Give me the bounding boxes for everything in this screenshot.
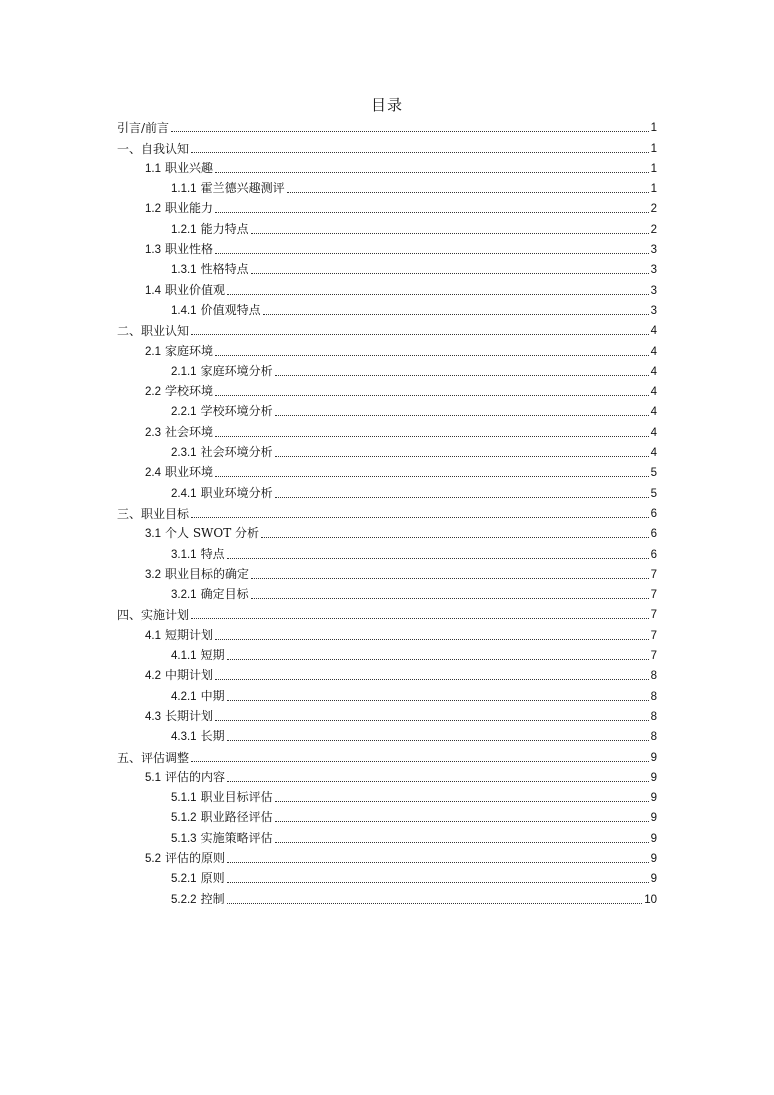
toc-entry[interactable] bbox=[117, 582, 657, 602]
dot-leader bbox=[251, 273, 649, 274]
toc-entry-text: 五、评估调整 bbox=[117, 750, 190, 765]
toc-entry-label bbox=[171, 810, 273, 825]
toc-entry-text: 短期 bbox=[200, 648, 225, 663]
toc-entry[interactable] bbox=[117, 135, 657, 155]
toc-entry-text: 中期计划 bbox=[165, 668, 214, 683]
dot-leader bbox=[215, 639, 649, 640]
toc-entry-number: 1.3 bbox=[145, 244, 161, 257]
toc-entry-number: 5.2.1 bbox=[171, 873, 197, 886]
toc-entry[interactable] bbox=[117, 805, 657, 825]
dot-leader bbox=[191, 517, 649, 518]
toc-entry[interactable] bbox=[117, 724, 657, 744]
toc-entry-number: 3.1.1 bbox=[171, 548, 197, 561]
toc-entry-text: 特点 bbox=[200, 546, 225, 561]
toc-entry[interactable] bbox=[117, 115, 657, 135]
dot-leader bbox=[215, 395, 649, 396]
toc-entry-page-number: 10 bbox=[644, 893, 657, 906]
toc-entry-text: 职业兴趣 bbox=[165, 160, 214, 175]
dot-leader bbox=[227, 294, 649, 295]
toc-entry-label bbox=[145, 526, 259, 541]
toc-entry-text: 二、职业认知 bbox=[117, 324, 190, 339]
dot-leader bbox=[191, 618, 649, 619]
toc-entry[interactable] bbox=[117, 257, 657, 277]
toc-entry-label bbox=[171, 831, 273, 846]
toc-entry-page-number: 9 bbox=[650, 852, 657, 865]
dot-leader bbox=[275, 801, 649, 802]
toc-entry-text: 性格特点 bbox=[200, 262, 249, 277]
toc-entry-label bbox=[145, 465, 213, 480]
dot-leader bbox=[227, 700, 649, 701]
dot-leader bbox=[191, 761, 649, 762]
toc-entry-text: 家庭环境分析 bbox=[200, 363, 273, 378]
toc-entry-text: 实施策略评估 bbox=[200, 830, 273, 845]
toc-entry-page-number: 5 bbox=[650, 467, 657, 480]
dot-leader bbox=[215, 355, 649, 356]
toc-entry-number: 1.1.1 bbox=[171, 183, 197, 196]
toc-entry-text: 霍兰德兴趣测评 bbox=[200, 181, 285, 196]
toc-entry-label bbox=[117, 608, 189, 622]
toc-entry-page-number: 9 bbox=[650, 812, 657, 825]
toc-entry-label bbox=[145, 770, 225, 785]
dot-leader bbox=[215, 679, 649, 680]
toc-entry-page-number: 4 bbox=[650, 386, 657, 399]
toc-entry[interactable] bbox=[117, 176, 657, 196]
toc-entry-text: 评估的内容 bbox=[165, 769, 226, 784]
toc-entry[interactable] bbox=[117, 460, 657, 480]
toc-entry-number: 1.1 bbox=[145, 162, 161, 175]
toc-entry-number: 2.4 bbox=[145, 467, 161, 480]
dot-leader bbox=[275, 415, 649, 416]
toc-entry-page-number: 9 bbox=[650, 751, 657, 764]
toc-entry-page-number: 2 bbox=[650, 203, 657, 216]
toc-entry[interactable] bbox=[117, 622, 657, 642]
toc-entry-page-number: 4 bbox=[650, 406, 657, 419]
toc-entry-number: 2.2 bbox=[145, 386, 161, 399]
toc-entry-label bbox=[145, 344, 213, 359]
toc-entry-label bbox=[171, 729, 225, 744]
table-of-contents bbox=[117, 115, 657, 907]
toc-entry-page-number: 7 bbox=[650, 629, 657, 642]
toc-entry-number: 5.2 bbox=[145, 852, 161, 865]
dot-leader bbox=[275, 456, 649, 457]
toc-entry-text: 评估的原则 bbox=[165, 850, 226, 865]
toc-entry-page-number: 4 bbox=[650, 426, 657, 439]
toc-entry-page-number: 1 bbox=[650, 142, 657, 155]
toc-entry[interactable] bbox=[117, 602, 657, 622]
toc-entry-text: 价值观特点 bbox=[200, 302, 261, 317]
toc-entry-label bbox=[171, 181, 285, 196]
toc-entry-label bbox=[145, 709, 213, 724]
toc-entry-text: 社会环境分析 bbox=[200, 445, 273, 460]
toc-entry-page-number: 7 bbox=[650, 568, 657, 581]
toc-entry-number: 1.3.1 bbox=[171, 264, 197, 277]
toc-entry-number: 5.1.2 bbox=[171, 812, 197, 825]
toc-entry-label bbox=[171, 871, 225, 886]
toc-entry[interactable] bbox=[117, 399, 657, 419]
toc-entry-text: 长期计划 bbox=[165, 708, 214, 723]
toc-entry-page-number: 6 bbox=[650, 528, 657, 541]
toc-entry-text: 职业环境 bbox=[165, 465, 214, 480]
toc-entry-page-number: 1 bbox=[650, 122, 657, 135]
toc-entry-text: 短期计划 bbox=[165, 627, 214, 642]
toc-entry-text: 社会环境 bbox=[165, 424, 214, 439]
toc-entry-page-number: 4 bbox=[650, 447, 657, 460]
toc-entry[interactable] bbox=[117, 379, 657, 399]
toc-entry-text: 控制 bbox=[200, 891, 225, 906]
toc-entry-text: 职业能力 bbox=[165, 201, 214, 216]
dot-leader bbox=[227, 862, 649, 863]
dot-leader bbox=[287, 192, 649, 193]
toc-entry-label bbox=[171, 547, 225, 562]
toc-entry[interactable] bbox=[117, 156, 657, 176]
toc-entry-number: 4.2 bbox=[145, 670, 161, 683]
toc-entry[interactable] bbox=[117, 704, 657, 724]
toc-entry-label bbox=[145, 201, 213, 216]
dot-leader bbox=[215, 212, 649, 213]
toc-entry-number: 4.3.1 bbox=[171, 731, 197, 744]
dot-leader bbox=[171, 131, 649, 132]
toc-entry-number: 5.1.3 bbox=[171, 832, 197, 845]
toc-entry-label bbox=[145, 668, 213, 683]
toc-entry[interactable] bbox=[117, 298, 657, 318]
toc-entry-page-number: 9 bbox=[650, 873, 657, 886]
toc-entry-page-number: 8 bbox=[650, 710, 657, 723]
toc-entry-text: 确定目标 bbox=[200, 587, 249, 602]
toc-entry[interactable] bbox=[117, 359, 657, 379]
toc-entry[interactable] bbox=[117, 785, 657, 805]
toc-entry-label bbox=[145, 851, 225, 866]
toc-entry-label bbox=[171, 404, 273, 419]
dot-leader bbox=[227, 558, 649, 559]
toc-entry-number: 1.2.1 bbox=[171, 223, 197, 236]
toc-entry[interactable] bbox=[117, 216, 657, 236]
toc-entry-number: 4.2.1 bbox=[171, 690, 197, 703]
toc-entry-number: 2.4.1 bbox=[171, 487, 197, 500]
dot-leader bbox=[275, 821, 649, 822]
toc-entry-text: 一、自我认知 bbox=[117, 141, 190, 156]
toc-entry-text: 四、实施计划 bbox=[117, 608, 190, 623]
toc-entry-label bbox=[117, 142, 189, 156]
dot-leader bbox=[251, 233, 649, 234]
toc-entry-number: 1.4.1 bbox=[171, 304, 197, 317]
dot-leader bbox=[215, 436, 649, 437]
toc-entry-page-number: 6 bbox=[650, 507, 657, 520]
toc-entry-label bbox=[171, 892, 225, 907]
dot-leader bbox=[227, 781, 649, 782]
toc-entry[interactable] bbox=[117, 825, 657, 845]
toc-entry-number: 5.1 bbox=[145, 771, 161, 784]
toc-entry-label bbox=[171, 364, 273, 379]
toc-entry-page-number: 4 bbox=[650, 325, 657, 338]
toc-entry-number: 2.1.1 bbox=[171, 365, 197, 378]
toc-entry-page-number: 7 bbox=[650, 609, 657, 622]
toc-entry[interactable] bbox=[117, 318, 657, 338]
toc-entry-number: 1.2 bbox=[145, 203, 161, 216]
toc-entry[interactable] bbox=[117, 419, 657, 439]
toc-entry[interactable] bbox=[117, 744, 657, 764]
toc-entry-label bbox=[171, 689, 225, 704]
dot-leader bbox=[275, 375, 649, 376]
dot-leader bbox=[191, 152, 649, 153]
toc-entry[interactable] bbox=[117, 480, 657, 500]
toc-entry-text: 学校环境 bbox=[165, 384, 214, 399]
toc-entry-label bbox=[171, 303, 261, 318]
toc-entry-page-number: 8 bbox=[650, 670, 657, 683]
toc-entry-label bbox=[117, 751, 189, 765]
toc-entry-text: 中期 bbox=[200, 688, 225, 703]
toc-entry-page-number: 9 bbox=[650, 771, 657, 784]
toc-entry-label bbox=[145, 161, 213, 176]
toc-entry-text: 引言/前言 bbox=[117, 121, 170, 136]
toc-entry-label bbox=[171, 445, 273, 460]
toc-entry[interactable] bbox=[117, 196, 657, 216]
toc-entry-number: 2.2.1 bbox=[171, 406, 197, 419]
toc-entry-page-number: 7 bbox=[650, 589, 657, 602]
toc-entry-text: 职业目标评估 bbox=[200, 790, 273, 805]
toc-entry-label bbox=[171, 222, 249, 237]
toc-entry-number: 4.3 bbox=[145, 710, 161, 723]
toc-entry-label bbox=[171, 648, 225, 663]
toc-entry-text: 长期 bbox=[200, 729, 225, 744]
toc-entry-number: 2.3 bbox=[145, 426, 161, 439]
dot-leader bbox=[215, 476, 649, 477]
toc-entry-text: 职业目标的确定 bbox=[165, 566, 250, 581]
toc-entry[interactable] bbox=[117, 277, 657, 297]
toc-entry-page-number: 7 bbox=[650, 650, 657, 663]
dot-leader bbox=[215, 172, 649, 173]
dot-leader bbox=[251, 598, 649, 599]
toc-entry-number: 5.1.1 bbox=[171, 792, 197, 805]
toc-entry-number: 3.2.1 bbox=[171, 589, 197, 602]
toc-entry-label bbox=[145, 283, 225, 298]
dot-leader bbox=[227, 659, 649, 660]
toc-entry-page-number: 9 bbox=[650, 832, 657, 845]
toc-entry-text: 家庭环境 bbox=[165, 343, 214, 358]
toc-entry-text: 职业价值观 bbox=[165, 282, 226, 297]
toc-entry[interactable] bbox=[117, 237, 657, 257]
toc-entry-page-number: 5 bbox=[650, 487, 657, 500]
toc-entry-number: 4.1.1 bbox=[171, 650, 197, 663]
toc-entry-page-number: 1 bbox=[650, 162, 657, 175]
toc-entry-text: 职业性格 bbox=[165, 242, 214, 257]
toc-entry-page-number: 1 bbox=[650, 183, 657, 196]
toc-entry-text: 职业环境分析 bbox=[200, 485, 273, 500]
toc-entry-page-number: 6 bbox=[650, 548, 657, 561]
dot-leader bbox=[227, 740, 649, 741]
dot-leader bbox=[215, 720, 649, 721]
toc-entry[interactable] bbox=[117, 765, 657, 785]
dot-leader bbox=[261, 537, 649, 538]
toc-entry-label bbox=[171, 262, 249, 277]
dot-leader bbox=[227, 882, 649, 883]
toc-entry-number: 2.1 bbox=[145, 345, 161, 358]
toc-entry[interactable] bbox=[117, 866, 657, 886]
toc-entry[interactable] bbox=[117, 846, 657, 866]
toc-entry[interactable] bbox=[117, 886, 657, 906]
toc-entry-page-number: 8 bbox=[650, 690, 657, 703]
dot-leader bbox=[275, 842, 649, 843]
dot-leader bbox=[191, 334, 649, 335]
toc-entry[interactable] bbox=[117, 643, 657, 663]
toc-entry-text: 职业路径评估 bbox=[200, 810, 273, 825]
toc-entry-label bbox=[145, 425, 213, 440]
dot-leader bbox=[275, 497, 649, 498]
toc-entry-label bbox=[145, 242, 213, 257]
toc-entry-number: 4.1 bbox=[145, 629, 161, 642]
toc-entry-page-number: 3 bbox=[650, 264, 657, 277]
dot-leader bbox=[215, 253, 649, 254]
toc-entry-label bbox=[117, 121, 169, 135]
toc-entry[interactable] bbox=[117, 440, 657, 460]
toc-entry[interactable] bbox=[117, 663, 657, 683]
dot-leader bbox=[251, 578, 649, 579]
toc-entry[interactable] bbox=[117, 562, 657, 582]
toc-entry-text: 个人 SWOT 分析 bbox=[165, 526, 260, 541]
toc-entry-text: 学校环境分析 bbox=[200, 404, 273, 419]
toc-entry-number: 3.1 bbox=[145, 528, 161, 541]
toc-entry-text: 三、职业目标 bbox=[117, 506, 190, 521]
toc-entry-label bbox=[145, 628, 213, 643]
toc-title: 目录 bbox=[370, 96, 403, 114]
toc-entry-page-number: 2 bbox=[650, 223, 657, 236]
toc-entry-text: 原则 bbox=[200, 871, 225, 886]
toc-entry[interactable] bbox=[117, 683, 657, 703]
toc-entry[interactable] bbox=[117, 541, 657, 561]
dot-leader bbox=[227, 903, 643, 904]
toc-entry-page-number: 3 bbox=[650, 244, 657, 257]
toc-entry-page-number: 3 bbox=[650, 284, 657, 297]
toc-entry-page-number: 4 bbox=[650, 345, 657, 358]
toc-entry-label bbox=[117, 507, 189, 521]
toc-entry-label bbox=[171, 587, 249, 602]
toc-entry[interactable] bbox=[117, 338, 657, 358]
toc-entry-page-number: 8 bbox=[650, 731, 657, 744]
toc-entry-text: 能力特点 bbox=[200, 221, 249, 236]
toc-entry-page-number: 3 bbox=[650, 304, 657, 317]
toc-entry[interactable] bbox=[117, 521, 657, 541]
toc-entry-number: 2.3.1 bbox=[171, 447, 197, 460]
toc-entry-number: 3.2 bbox=[145, 568, 161, 581]
toc-entry-number: 1.4 bbox=[145, 284, 161, 297]
toc-entry-label bbox=[145, 567, 249, 582]
toc-entry-page-number: 9 bbox=[650, 792, 657, 805]
toc-entry-page-number: 4 bbox=[650, 365, 657, 378]
toc-entry[interactable] bbox=[117, 501, 657, 521]
toc-entry-label bbox=[117, 324, 189, 338]
toc-entry-label bbox=[171, 486, 273, 501]
toc-entry-label bbox=[145, 384, 213, 399]
toc-entry-number: 5.2.2 bbox=[171, 893, 197, 906]
dot-leader bbox=[263, 314, 649, 315]
toc-entry-label bbox=[171, 790, 273, 805]
